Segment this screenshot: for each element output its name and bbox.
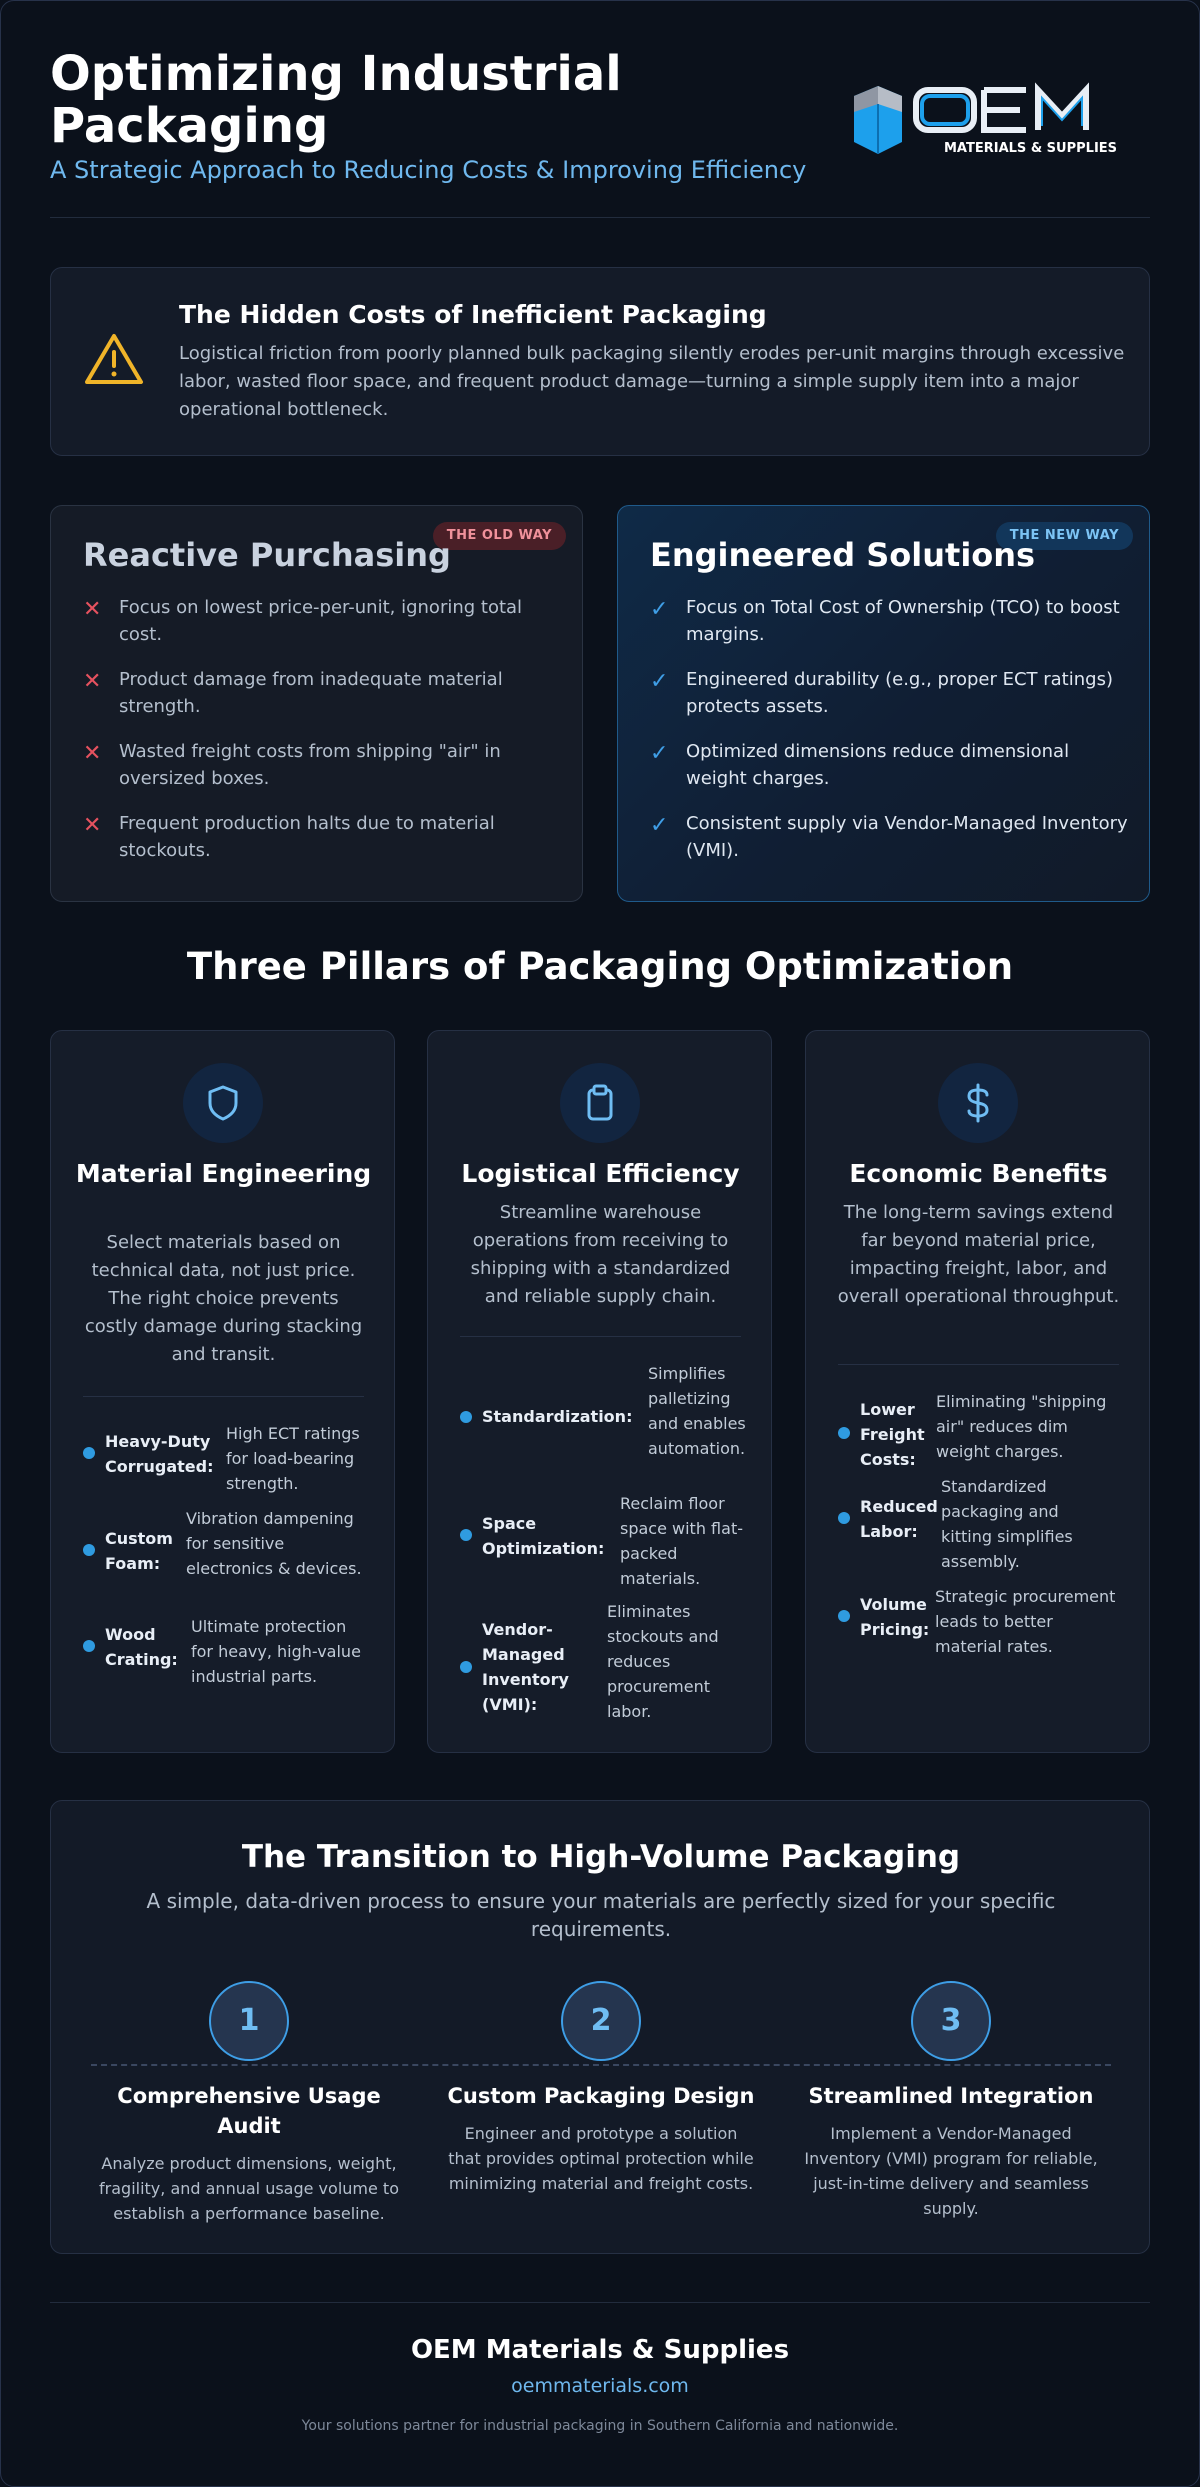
step-title: Comprehensive Usage Audit	[117, 2084, 381, 2138]
check-icon: ✓	[650, 669, 669, 694]
pillar-divider	[460, 1336, 741, 1337]
header	[50, 48, 1150, 218]
step-number: 1	[209, 1981, 289, 2061]
step-number: 2	[561, 1981, 641, 2061]
check-icon: ✓	[650, 813, 669, 838]
bullet-dot	[460, 1529, 472, 1541]
footer-website-link[interactable]: oemmaterials.com	[511, 2375, 689, 2397]
pillar-economic-benefits	[805, 1030, 1150, 1753]
pillar-description: Streamline warehouse operations from receiving to shipping with a standardized and reliable supply chain.	[470, 1202, 731, 1307]
step-number: 3	[911, 1981, 991, 2061]
feature-value: Vibration dampening for sensitive electronics & devices.	[186, 1509, 362, 1578]
old-way-title: Reactive Purchasing	[83, 536, 451, 574]
list-item-text: Product damage from inadequate material strength.	[119, 669, 503, 717]
check-icon: ✓	[650, 741, 669, 766]
company-logo	[850, 76, 1150, 160]
transition-subtitle: A simple, data-driven process to ensure your materials are perfectly sized for your specific requirements.	[146, 1889, 1056, 1941]
feature-value: Simplifies palletizing and enables automation.	[648, 1364, 746, 1458]
list-item-text: Frequent production halts due to material stockouts.	[119, 813, 495, 861]
bullet-dot	[838, 1512, 850, 1524]
feature-value: High ECT ratings for load-bearing strength.	[226, 1424, 360, 1493]
step-description: Analyze product dimensions, weight, fragility, and annual usage volume to establish a performance baseline.	[99, 2154, 399, 2223]
list-item	[650, 666, 1130, 738]
list-item	[83, 738, 563, 810]
feature-label: Lower Freight Costs:	[860, 1400, 925, 1469]
feature-value: Strategic procurement leads to better material rates.	[935, 1587, 1116, 1656]
step-title: Streamlined Integration	[808, 2084, 1094, 2108]
feature-value: Reclaim floor space with flat-packed materials.	[620, 1494, 743, 1588]
footer-divider	[50, 2302, 1150, 2303]
list-item	[83, 810, 563, 882]
list-item	[83, 594, 563, 666]
shield-icon	[183, 1063, 263, 1143]
feature-label: Volume Pricing:	[860, 1595, 930, 1639]
bullet-dot	[83, 1447, 95, 1459]
new-way-badge: THE NEW WAY	[996, 522, 1133, 550]
step-description: Implement a Vendor-Managed Inventory (VMI) program for reliable, just-in-time delivery and seamless supply.	[804, 2124, 1098, 2218]
pillar-logistical-efficiency	[427, 1030, 772, 1753]
transition-section	[50, 1800, 1150, 2254]
old-way-card	[50, 505, 583, 902]
feature-label: Heavy-Duty Corrugated:	[105, 1432, 214, 1476]
new-way-title: Engineered Solutions	[650, 536, 1036, 574]
list-item-text: Engineered durability (e.g., proper ECT ratings) protects assets.	[686, 669, 1113, 717]
process-connector-line	[91, 2064, 1111, 2066]
check-icon: ✓	[650, 597, 669, 622]
dollar-icon	[938, 1063, 1018, 1143]
footer-company-name: OEM Materials & Supplies	[410, 2335, 790, 2365]
pillar-divider	[838, 1364, 1119, 1365]
bullet-dot	[460, 1411, 472, 1423]
feature-label: Space Optimization:	[482, 1514, 605, 1558]
pillar-title: Logistical Efficiency	[461, 1159, 740, 1188]
step-description: Engineer and prototype a solution that provides optimal protection while minimizing material and freight costs.	[448, 2124, 754, 2193]
bullet-dot	[838, 1610, 850, 1622]
list-item-text: Consistent supply via Vendor-Managed Inventory (VMI).	[686, 813, 1128, 861]
list-item	[83, 666, 563, 738]
transition-title: The Transition to High-Volume Packaging	[241, 1839, 961, 1875]
close-icon: ✕	[83, 597, 102, 622]
hidden-costs-card	[50, 267, 1150, 456]
bullet-dot	[460, 1661, 472, 1673]
page-subtitle: A Strategic Approach to Reducing Costs & Improving Efficiency	[50, 156, 807, 184]
pillar-title: Economic Benefits	[849, 1159, 1108, 1188]
pillar-description: The long-term savings extend far beyond material price, impacting freight, labor, and overall operational throughput.	[837, 1202, 1120, 1307]
feature-value: Standardized packaging and kitting simplifies assembly.	[941, 1477, 1073, 1571]
close-icon: ✕	[83, 741, 102, 766]
feature-label: Standardization:	[482, 1407, 633, 1426]
step-title: Custom Packaging Design	[447, 2084, 755, 2108]
pillars-title: Three Pillars of Packaging Optimization	[186, 945, 1014, 988]
bullet-dot	[838, 1427, 850, 1439]
clipboard-icon	[560, 1063, 640, 1143]
bullet-dot	[83, 1544, 95, 1556]
hidden-costs-title: The Hidden Costs of Inefficient Packaging	[179, 300, 767, 329]
header-divider	[50, 217, 1150, 218]
pillar-divider	[83, 1396, 364, 1397]
footer-tagline: Your solutions partner for industrial packaging in Southern California and nationwide.	[301, 2418, 899, 2434]
list-item-text: Focus on Total Cost of Ownership (TCO) to boost margins.	[686, 597, 1120, 645]
list-item-text: Optimized dimensions reduce dimensional weight charges.	[686, 741, 1070, 789]
feature-value: Eliminates stockouts and reduces procurement labor.	[607, 1602, 719, 1721]
pillar-title: Material Engineering	[75, 1159, 372, 1188]
warning-icon	[83, 332, 145, 388]
close-icon: ✕	[83, 669, 102, 694]
feature-value: Ultimate protection for heavy, high-value industrial parts.	[191, 1617, 361, 1686]
list-item	[650, 810, 1130, 882]
close-icon: ✕	[83, 813, 102, 838]
feature-label: Vendor-Managed Inventory (VMI):	[482, 1620, 569, 1714]
old-way-list	[83, 594, 563, 882]
feature-label: Wood Crating:	[105, 1625, 178, 1669]
list-item	[650, 594, 1130, 666]
list-item-text: Focus on lowest price-per-unit, ignoring total cost.	[119, 597, 523, 645]
hidden-costs-body: Logistical friction from poorly planned bulk packaging silently erodes per-unit margins through excessive labor, wasted floor space, and frequent product damage—turning a simple supply item into a major operational bottleneck.	[179, 343, 1125, 420]
feature-label: Custom Foam:	[105, 1529, 173, 1573]
pillar-material-engineering	[50, 1030, 395, 1753]
pillar-description: Select materials based on technical data, not just price. The right choice prevents costly damage during stacking and transit.	[84, 1232, 363, 1365]
feature-value: Eliminating "shipping air" reduces dim weight charges.	[936, 1392, 1107, 1461]
list-item	[650, 738, 1130, 810]
new-way-list	[650, 594, 1130, 882]
logo-tagline: MATERIALS & SUPPLIES	[944, 141, 1118, 156]
feature-label: Reduced Labor:	[860, 1497, 938, 1541]
new-way-card	[617, 505, 1150, 902]
old-way-badge: THE OLD WAY	[433, 522, 566, 550]
page-title: Optimizing Industrial Packaging	[50, 46, 622, 154]
bullet-dot	[83, 1640, 95, 1652]
list-item-text: Wasted freight costs from shipping "air" in oversized boxes.	[119, 741, 501, 789]
